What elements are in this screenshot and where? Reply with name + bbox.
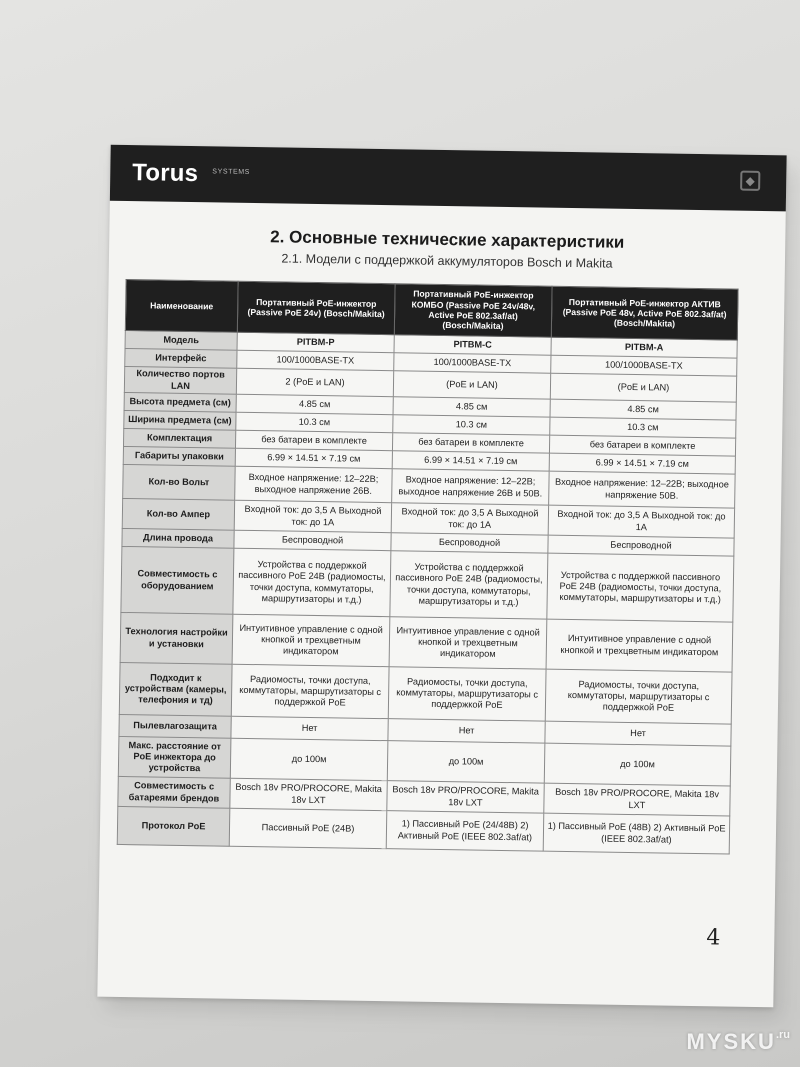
cell-value: Беспроводной — [548, 535, 734, 556]
cell-value: Bosch 18v PRO/PROCORE, Makita 18v LXT — [230, 778, 387, 810]
cell-value: PITBM-C — [394, 335, 551, 355]
watermark-suffix: .ru — [775, 1029, 790, 1041]
section-title: 2. Основные технические характеристики — [270, 227, 625, 252]
cell-value: 4.85 см — [550, 399, 736, 420]
column-header: Наименование — [125, 280, 238, 333]
cell-value: (PoE и LAN) — [393, 371, 550, 399]
row-header: Высота предмета (см) — [124, 392, 236, 412]
watermark-text: MYSKU — [686, 1029, 776, 1054]
row-header: Комплектация — [123, 428, 235, 448]
cell-value: Радиомосты, точки доступа, коммутаторы, маршрутизаторы с поддержкой PoE — [545, 669, 732, 724]
cell-value: Устройства с поддержкой пассивного PoE 24В (радиомосты, точки доступа, коммутаторы, маршрутизаторы и т.д.) — [233, 548, 391, 616]
cell-value: 100/1000BASE-TX — [551, 355, 737, 376]
cell-value: Bosch 18v PRO/PROCORE, Makita 18v LXT — [387, 781, 544, 813]
cell-value: 4.85 см — [393, 397, 550, 417]
header-bar — [110, 145, 787, 212]
cell-value: 10.3 см — [550, 417, 736, 438]
cell-value: 100/1000BASE-TX — [394, 353, 551, 373]
cell-value: Входной ток: до 3,5 А Выходной ток: до 1А — [234, 500, 391, 532]
row-header: Модель — [125, 330, 237, 350]
cell-value: Входной ток: до 3,5 А Выходной ток: до 1А — [391, 503, 548, 535]
cell-value: до 100м — [230, 738, 388, 780]
watermark — [686, 1029, 790, 1055]
cell-value: 6.99 × 14.51 × 7.19 см — [235, 448, 392, 468]
cell-value: Входное напряжение: 12–22В; выходное напряжение 26В. — [235, 466, 393, 502]
cell-value: Интуитивное управление с одной кнопкой и трехцветным индикатором — [232, 614, 390, 666]
row-header: Ширина предмета (см) — [124, 410, 236, 430]
row-header: Длина провода — [122, 528, 234, 548]
document-page — [97, 145, 786, 1008]
cell-value: Bosch 18v PRO/PROCORE, Makita 18v LXT — [544, 783, 730, 816]
row-header: Кол-во Ампер — [122, 498, 234, 530]
row-header: Количество портов LAN — [124, 366, 236, 394]
cell-value: Нет — [388, 719, 545, 743]
logo-subtext: SYSTEMS — [212, 168, 251, 176]
row-header: Совместимость с батареями брендов — [118, 776, 230, 808]
cell-value: 10.3 см — [236, 412, 393, 432]
row-header: Макс. расстояние от PoE инжектора до устройства — [118, 736, 231, 778]
table-row — [119, 662, 732, 724]
cell-value: 6.99 × 14.51 × 7.19 см — [392, 451, 549, 471]
cell-value: PITBM-P — [237, 332, 394, 352]
cell-value: Беспроводной — [391, 533, 548, 553]
cell-value: (PoE и LAN) — [550, 373, 736, 402]
cell-value: Радиомосты, точки доступа, коммутаторы, маршрутизаторы с поддержкой PoE — [231, 664, 389, 718]
cell-value: 1) Пассивный PoE (48В) 2) Активный PoE (IEEE 802.3af/at) — [543, 813, 730, 854]
cell-value: 1) Пассивный PoE (24/48В) 2) Активный PoE (IEEE 802.3af/at) — [386, 811, 544, 851]
row-header: Габариты упаковки — [123, 446, 235, 466]
brand-mark-icon: ◆ — [740, 171, 760, 191]
cell-value: без батареи в комплекте — [235, 430, 392, 450]
cell-value: 6.99 × 14.51 × 7.19 см — [549, 453, 735, 474]
page-number: 4 — [706, 925, 721, 951]
cell-value: Интуитивное управление с одной кнопкой и трехцветным индикатором — [546, 619, 733, 672]
row-header: Пылевлагозащита — [119, 714, 231, 738]
row-header: Кол-во Вольт — [123, 464, 236, 500]
column-header: Портативный PoE-инжектор (Passive PoE 24v) (Bosch/Makita) — [237, 281, 395, 334]
spec-table — [117, 279, 739, 855]
row-header: Совместимость с оборудованием — [121, 546, 234, 614]
cell-value: Входное напряжение: 12–22В; выходное напряжение 50В. — [549, 471, 736, 508]
cell-value: Устройства с поддержкой пассивного PoE 24В (радиомосты, точки доступа, коммутаторы, маршрутизаторы и т.д.) — [547, 553, 734, 622]
cell-value: Входное напряжение: 12–22В; выходное напряжение 26В и 50В. — [392, 469, 550, 505]
cell-value: Нет — [545, 721, 731, 746]
cell-value: PITBM-A — [551, 337, 737, 358]
cell-value: 2 (PoE и LAN) — [236, 368, 393, 396]
cell-value: Интуитивное управление с одной кнопкой и трехцветным индикатором — [389, 617, 547, 669]
table-body — [117, 330, 737, 854]
cell-value: Входной ток: до 3,5 А Выходной ток: до 1А — [548, 505, 734, 538]
row-header: Технология настройки и установки — [120, 612, 233, 664]
cell-value: до 100м — [544, 743, 731, 786]
row-header: Интерфейс — [125, 348, 237, 368]
torus-logo: Torus — [132, 159, 199, 188]
column-header: Портативный PoE-инжектор АКТИВ (Passive PoE 48v, Active PoE 802.3af/at) (Bosch/Makita) — [551, 286, 738, 340]
cell-value: до 100м — [387, 741, 545, 783]
cell-value: Беспроводной — [234, 530, 391, 550]
cell-value: 10.3 см — [393, 415, 550, 435]
cell-value: 4.85 см — [236, 394, 393, 414]
cell-value: Радиомосты, точки доступа, коммутаторы, маршрутизаторы с поддержкой PoE — [388, 667, 546, 721]
section-subtitle: 2.1. Модели с поддержкой аккумуляторов Bosch и Makita — [281, 251, 613, 271]
cell-value: Пассивный PoE (24В) — [229, 808, 387, 848]
row-header: Протокол PoE — [117, 806, 230, 846]
row-header: Подходит к устройствам (камеры, телефония и тд) — [119, 662, 232, 716]
cell-value: без батареи в комплекте — [392, 433, 549, 453]
cell-value: без батареи в комплекте — [549, 435, 735, 456]
cell-value: Нет — [231, 716, 388, 740]
table-row — [121, 546, 734, 622]
column-header: Портативный PoE-инжектор КОМБО (Passive PoE 24v/48v, Active PoE 802.3af/at) (Bosch/Makita) — [394, 284, 552, 337]
cell-value: Устройства с поддержкой пассивного PoE 24В (радиомосты, точки доступа, коммутаторы, маршрутизаторы и т.д.) — [390, 551, 548, 619]
cell-value: 100/1000BASE-TX — [237, 350, 394, 370]
